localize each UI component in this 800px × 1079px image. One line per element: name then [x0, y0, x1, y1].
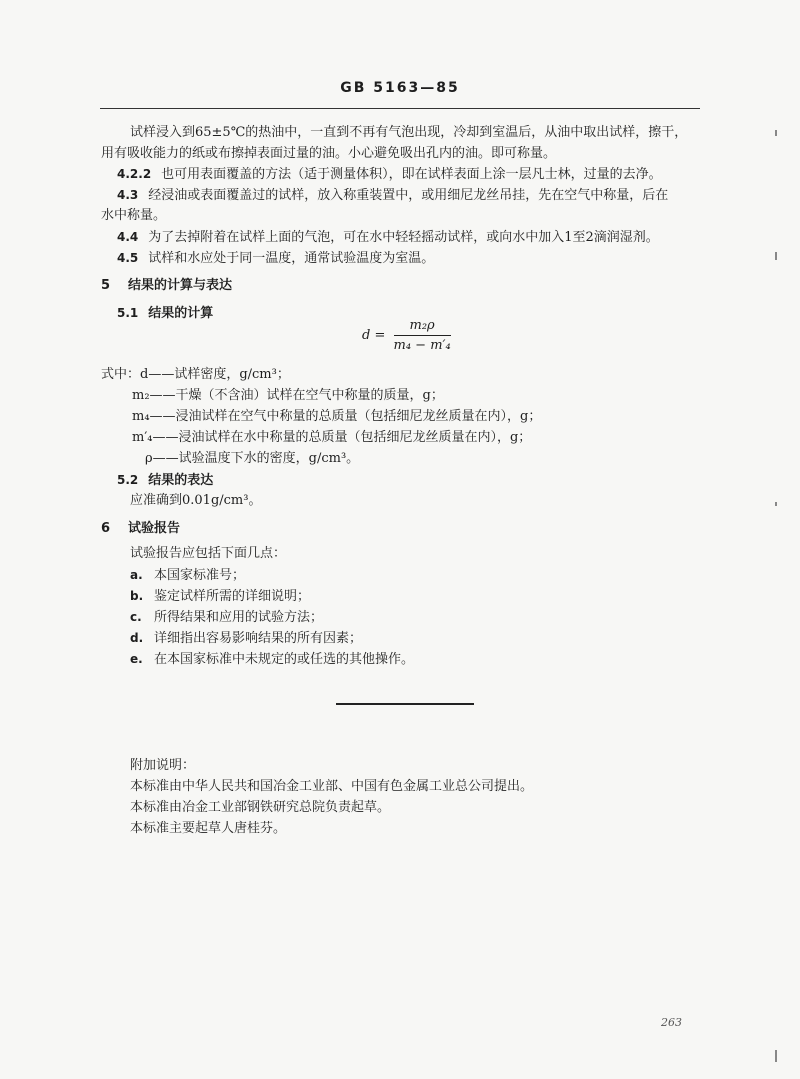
clause-number: 4.3	[117, 188, 139, 202]
clause-text: 为了去掉附着在试样上面的气泡，可在水中轻轻摇动试样，或向水中加入1至2滴润湿剂。	[148, 230, 659, 245]
density-formula	[362, 318, 451, 353]
list-item	[130, 608, 323, 627]
section-number: 5.1	[117, 306, 139, 320]
formula-denominator: m₄ − m′₄	[393, 338, 451, 353]
paragraph-line: 水中称量。	[101, 208, 167, 223]
list-item	[130, 566, 245, 585]
clause-4-3	[117, 186, 668, 205]
formula-fraction	[394, 318, 451, 353]
scan-edge-mark	[775, 1050, 777, 1062]
section-title: 结果的计算与表达	[128, 278, 233, 293]
list-text: 本国家标准号；	[154, 568, 246, 583]
section-title: 试验报告	[128, 521, 181, 536]
paragraph-line: 应准确到0.01g/cm³。	[130, 493, 262, 508]
notes-line: 本标准由中华人民共和国冶金工业部、中国有色金属工业总公司提出。	[130, 779, 534, 794]
clause-4-4	[117, 228, 659, 247]
section-title: 结果的表达	[148, 473, 214, 488]
list-label: d.	[130, 631, 144, 645]
end-of-text-rule	[336, 703, 474, 705]
scan-edge-mark	[775, 130, 777, 136]
list-text: 所得结果和应用的试验方法；	[154, 610, 324, 625]
symbol-definition: m₄——浸油试样在空气中称量的总质量（包括细尼龙丝质量在内），g；	[132, 409, 542, 424]
clause-text: 经浸油或表面覆盖过的试样，放入称重装置中，或用细尼龙丝吊挂，先在空气中称量，后在	[148, 188, 669, 203]
clause-text: 试样和水应处于同一温度，通常试验温度为室温。	[148, 251, 435, 266]
section-title: 结果的计算	[148, 306, 214, 321]
section-number: 5.2	[117, 473, 139, 487]
standard-code-header: GB 5163—85	[340, 80, 460, 96]
notes-line: 本标准主要起草人唐桂芬。	[130, 821, 287, 836]
paragraph-line: 试样浸入到65±5℃的热油中，一直到不再有气泡出现，冷却到室温后，从油中取出试样，擦干，	[130, 125, 688, 140]
list-item	[130, 629, 362, 648]
section-number: 5	[101, 278, 111, 293]
list-text: 在本国家标准中未规定的或任选的其他操作。	[154, 652, 415, 667]
clause-number: 4.5	[117, 251, 139, 265]
clause-text: 也可用表面覆盖的方法（适于测量体积），即在试样表面上涂一层凡士林，过量的去净。	[161, 167, 662, 182]
paragraph-line: 试验报告应包括下面几点：	[130, 546, 287, 561]
clause-4-2-2	[117, 165, 662, 184]
list-text: 详细指出容易影响结果的所有因素；	[154, 631, 363, 646]
list-text: 鉴定试样所需的详细说明；	[154, 589, 311, 604]
list-item	[130, 650, 414, 669]
clause-number: 4.4	[117, 230, 139, 244]
clause-4-5	[117, 249, 434, 268]
symbol-definition: ρ——试验温度下水的密度，g/cm³。	[145, 451, 360, 466]
list-label: b.	[130, 589, 144, 603]
page-number: 263	[661, 1016, 682, 1029]
notes-title: 附加说明：	[130, 758, 196, 773]
section-5-heading	[101, 277, 232, 295]
symbol-definition: m₂——干燥（不含油）试样在空气中称量的质量，g；	[132, 388, 444, 403]
clause-number: 4.2.2	[117, 167, 152, 181]
list-label: e.	[130, 652, 143, 666]
scan-edge-mark	[775, 252, 777, 260]
paragraph-line: 用有吸收能力的纸或布擦掉表面过量的油。小心避免吸出孔内的油。即可称量。	[101, 146, 557, 161]
formula-numerator: m₂ρ	[394, 318, 451, 336]
section-number: 6	[101, 521, 111, 536]
section-6-heading	[101, 520, 180, 538]
section-5-2-heading	[117, 471, 213, 490]
list-item	[130, 587, 310, 606]
list-label: a.	[130, 568, 143, 582]
list-label: c.	[130, 610, 142, 624]
notes-line: 本标准由冶金工业部钢铁研究总院负责起草。	[130, 800, 391, 815]
symbol-definition: 式中：d——试样密度，g/cm³；	[101, 367, 290, 382]
section-5-1-heading	[117, 304, 213, 323]
symbol-definition: m′₄——浸油试样在水中称量的总质量（包括细尼龙丝质量在内），g；	[132, 430, 532, 445]
scan-edge-mark	[775, 502, 777, 506]
header-rule	[100, 108, 700, 109]
formula-lhs: d =	[362, 328, 386, 343]
